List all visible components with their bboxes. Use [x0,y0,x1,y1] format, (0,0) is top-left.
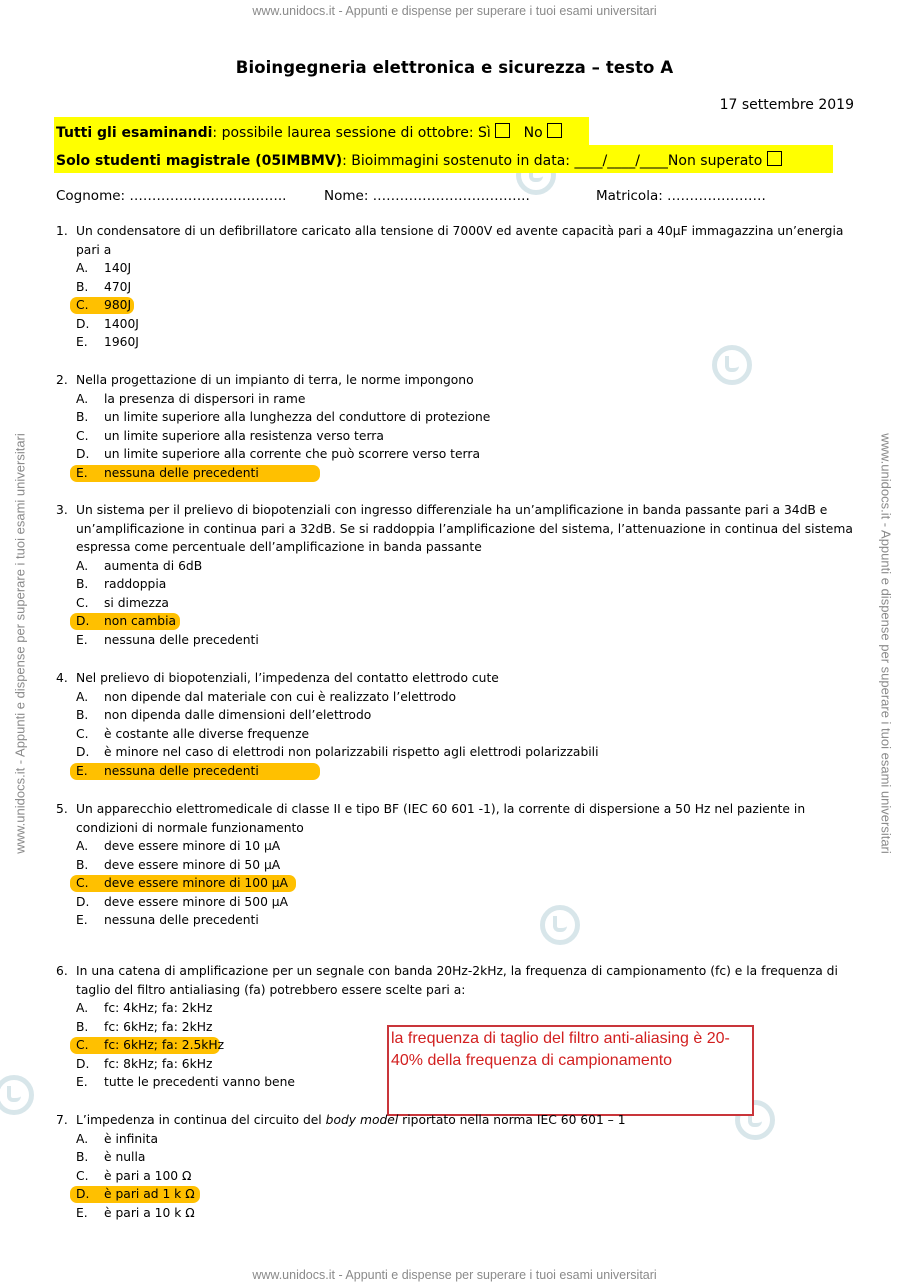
option-letter: A. [76,391,89,406]
question-3 [56,501,856,649]
option-text: la presenza di dispersori in rame [104,391,306,406]
option-text: è minore nel caso di elettrodi non polarizzabili rispetto agli elettrodi polarizzabili [104,745,599,759]
option-e-selected[interactable] [56,762,856,781]
question-5 [56,800,856,930]
option-text: deve essere minore di 50 µA [104,857,281,872]
option-letter: E. [76,335,88,349]
option-text: tutte le precedenti vanno bene [104,1075,295,1089]
option-text: si dimezza [104,595,169,610]
option-letter: A. [76,261,89,275]
option-letter: A. [76,558,89,573]
option-letter: B. [76,577,89,591]
option-text: fc: 6kHz; fa: 2.5kHz [104,1038,225,1052]
checkbox-non-superato[interactable] [767,151,782,166]
option-letter: E. [76,763,88,778]
option-text: raddoppia [104,577,167,591]
option-b[interactable] [56,856,856,875]
question-text: Nel prelievo di biopotenziali, l’impedenza del contatto elettrodo cute [76,671,499,685]
option-text: deve essere minore di 100 µA [104,876,289,890]
checkbox-no[interactable] [547,123,562,138]
option-letter: D. [76,447,90,461]
option-d[interactable] [56,445,856,464]
option-letter: E. [76,1075,88,1089]
option-letter: D. [76,614,90,628]
option-letter: E. [76,465,88,480]
option-a[interactable] [56,259,856,278]
question-text: L’impedenza in continua del circuito del [76,1113,326,1127]
option-letter: D. [76,745,90,759]
option-text: nessuna delle precedenti [104,632,259,647]
option-text: fc: 4kHz; fa: 2kHz [104,1001,213,1015]
option-a[interactable] [56,390,856,409]
option-letter: A. [76,1131,89,1146]
option-text: fc: 6kHz; fa: 2kHz [104,1019,213,1034]
option-c-selected[interactable] [56,296,856,315]
option-text: un limite superiore alla lunghezza del conduttore di protezione [104,410,491,424]
option-letter: B. [76,708,89,722]
option-text: 1960J [104,335,139,349]
option-letter: C. [76,1168,89,1183]
option-e[interactable] [56,1204,856,1223]
option-text: è pari a 100 Ω [104,1168,192,1183]
option-letter: E. [76,632,88,647]
option-c[interactable] [56,594,856,613]
question-text-end: riportato nella norma IEC 60 601 – 1 [398,1113,626,1127]
option-d-selected[interactable] [56,1185,856,1204]
option-d[interactable] [56,893,856,912]
option-letter: B. [76,279,89,294]
option-letter: C. [76,428,89,443]
option-text: è nulla [104,1150,146,1164]
option-letter: C. [76,1038,89,1052]
option-b[interactable] [56,1148,856,1167]
option-letter: C. [76,876,89,890]
question-7 [56,1111,856,1222]
option-text: nessuna delle precedenti [104,763,259,778]
annotation-note [387,1025,754,1116]
question-text: Un condensatore di un defibrillatore caricato alla tensione di 7000V ed avente capacità pari a 40µF immagazzina un’energia pari a [76,224,844,257]
question-text: Un sistema per il prelievo di biopotenziali con ingresso differenziale ha un’amplificazione in banda passante pari a 34dB e un’amplificazione in continua pari a 32dB. Se si raddoppia l’amplificazione del sistema, l’attenuazione in continua del sistema espressa come percentuale dell’amplificazione in banda passante [76,503,853,554]
option-d[interactable] [56,315,856,334]
question-text: Un apparecchio elettromedicale di classe II e tipo BF (IEC 60 601 -1), la corrente di dispersione a 50 Hz nel paziente in condizioni di normale funzionamento [76,802,806,835]
option-e[interactable] [56,631,856,650]
option-c[interactable] [56,725,856,744]
option-e[interactable] [56,333,856,352]
option-text: è costante alle diverse frequenze [104,726,310,741]
option-text: deve essere minore di 10 µA [104,839,281,853]
option-c[interactable] [56,1167,856,1186]
option-e-selected[interactable] [56,464,856,483]
watermark-left: www.unidocs.it - Appunti e dispense per superare i tuoi esami universitari [12,433,28,854]
option-a[interactable] [56,688,856,707]
option-letter: A. [76,689,89,704]
option-letter: A. [76,1001,89,1015]
field-matricola[interactable]: Matricola: …………………. [596,188,766,204]
question-text-italic: body model [325,1113,399,1127]
option-e[interactable] [56,911,856,930]
option-text: nessuna delle precedenti [104,913,259,927]
option-text: 470J [104,279,132,294]
option-letter: D. [76,1187,90,1201]
question-number: 7. [56,1113,68,1127]
header-line1-text: : possibile laurea sessione di ottobre: Sì [212,125,491,141]
option-text: è pari a 10 k Ω [104,1205,195,1220]
question-1 [56,222,856,352]
question-number: 6. [56,964,68,978]
option-c-selected[interactable] [56,874,856,893]
option-letter: B. [76,857,89,872]
page-title: Bioingegneria elettronica e sicurezza – testo A [235,58,674,77]
header-line-magistrale [54,145,833,173]
watermark-top: www.unidocs.it - Appunti e dispense per superare i tuoi esami universitari [252,4,657,18]
option-d[interactable] [56,743,856,762]
option-d-selected[interactable] [56,612,856,631]
option-letter: C. [76,726,89,741]
question-2 [56,371,856,482]
option-text: 1400J [104,316,139,331]
watermark-right: www.unidocs.it - Appunti e dispense per superare i tuoi esami universitari [878,433,894,854]
option-b[interactable] [56,408,856,427]
question-number: 4. [56,671,68,685]
option-a[interactable] [56,1130,856,1149]
option-text: non dipenda dalle dimensioni dell’elettrodo [104,708,372,722]
watermark-bottom: www.unidocs.it - Appunti e dispense per superare i tuoi esami universitari [252,1268,657,1282]
exam-date: 17 settembre 2019 [719,97,854,113]
option-text: un limite superiore alla corrente che può scorrere verso terra [104,447,480,461]
option-text: 980J [104,298,132,312]
option-letter: A. [76,839,89,853]
option-text: deve essere minore di 500 µA [104,894,289,909]
option-letter: E. [76,913,88,927]
option-letter: B. [76,410,89,424]
option-text: fc: 8kHz; fa: 6kHz [104,1056,213,1071]
option-letter: D. [76,316,90,331]
option-letter: B. [76,1019,89,1034]
question-text: Nella progettazione di un impianto di terra, le norme impongono [76,373,474,387]
header-line1-bold: Tutti gli esaminandi [56,125,213,141]
field-cognome[interactable]: Cognome: …………………………….. [56,188,287,204]
question-number: 3. [56,503,68,517]
option-letter: D. [76,1056,90,1071]
header-line2-text: : Bioimmagini sostenuto in data: ____/____/____Non superato [342,153,763,169]
option-letter: B. [76,1150,89,1164]
question-4 [56,669,856,780]
question-text: In una catena di amplificazione per un segnale con banda 20Hz-2kHz, la frequenza di campionamento (fc) e la frequenza di taglio del filtro antialiasing (fa) potrebbero essere scelte pari a: [76,964,838,997]
option-text: è pari ad 1 k Ω [104,1187,195,1201]
option-text: è infinita [104,1131,158,1146]
watermark-logo-icon [0,1075,34,1115]
checkbox-si[interactable] [495,123,510,138]
option-b[interactable] [56,278,856,297]
option-b[interactable] [56,575,856,594]
option-text: nessuna delle precedenti [104,465,259,480]
question-number: 2. [56,373,68,387]
header-line-ottobre [54,117,589,145]
question-number: 5. [56,802,68,816]
question-number: 1. [56,224,68,238]
option-text: non dipende dal materiale con cui è realizzato l’elettrodo [104,689,457,704]
option-a[interactable] [56,837,856,856]
option-a[interactable] [56,999,856,1018]
option-letter: D. [76,894,90,909]
annotation-note-text: la frequenza di taglio del filtro anti-aliasing è 20-40% della frequenza di campionamento [391,1030,730,1069]
option-c[interactable] [56,427,856,446]
field-nome[interactable]: Nome: …………………………….. [324,188,530,204]
option-letter: E. [76,1205,88,1220]
option-letter: C. [76,298,89,312]
option-a[interactable] [56,557,856,576]
header-line2-bold: Solo studenti magistrale (05IMBMV) [56,153,343,169]
header-line1-no: No [523,125,543,141]
option-text: non cambia [104,614,177,628]
option-text: aumenta di 6dB [104,558,203,573]
option-b[interactable] [56,706,856,725]
option-text: 140J [104,261,132,275]
option-text: un limite superiore alla resistenza verso terra [104,428,384,443]
option-letter: C. [76,595,89,610]
